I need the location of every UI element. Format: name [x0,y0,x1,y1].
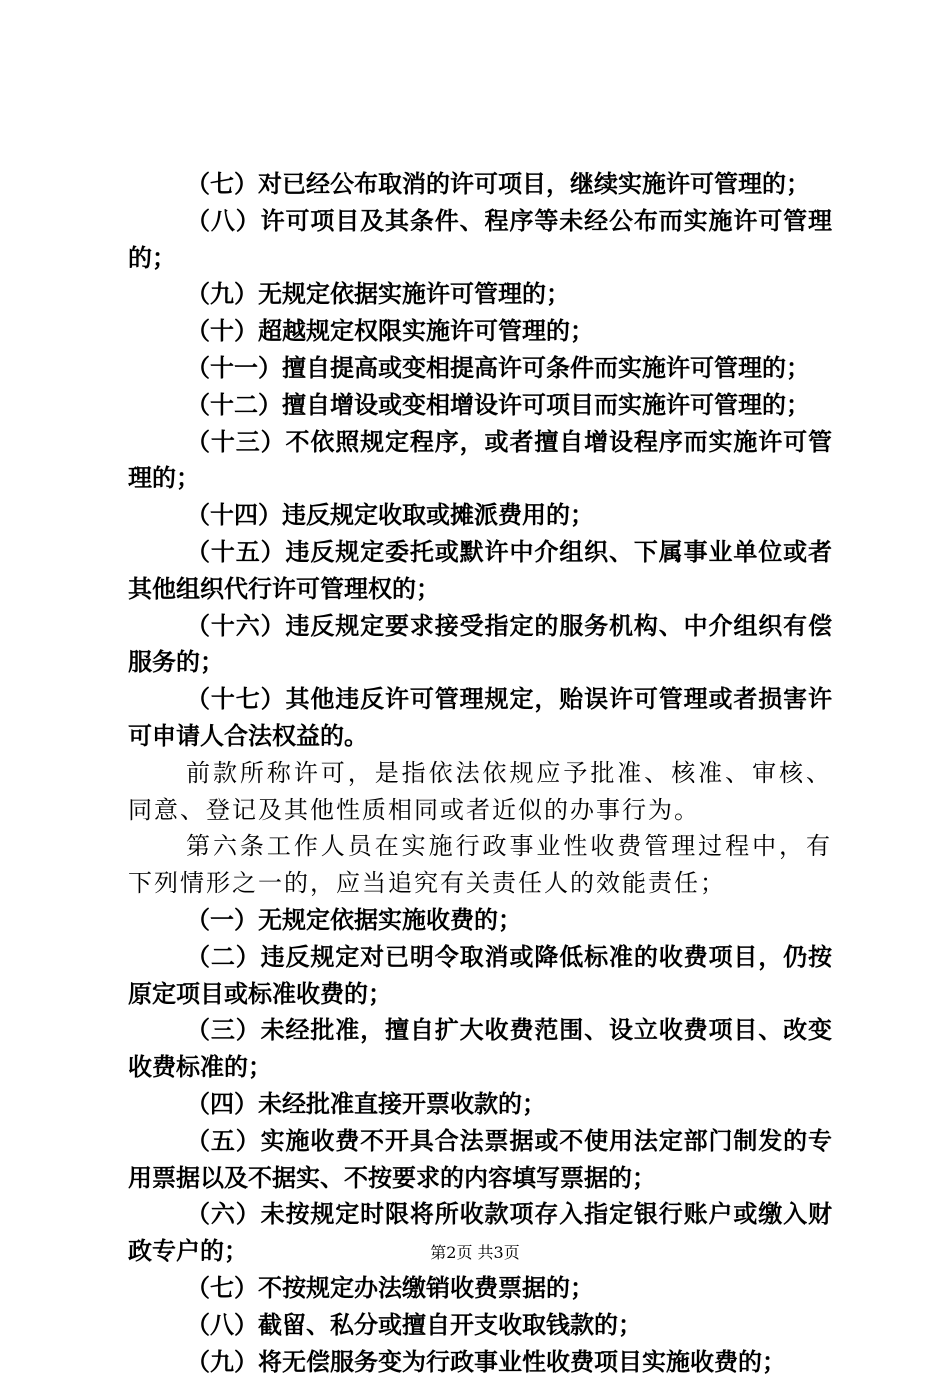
page-number-label: 第2页 共3页 [430,1243,519,1262]
clause-paragraph: （十七）其他违反许可管理规定，贻误许可管理或者损害许可申请人合法权益的。 [128,681,832,755]
clause-paragraph: （十三）不依照规定程序，或者擅自增设程序而实施许可管理的； [128,424,832,498]
clause-paragraph: （十五）违反规定委托或默许中介组织、下属事业单位或者其他组织代行许可管理权的； [128,534,832,608]
clause-paragraph: （二）违反规定对已明令取消或降低标准的收费项目，仍按原定项目或标准收费的； [128,939,832,1013]
page-footer [0,1243,950,1263]
clause-paragraph: （十二）擅自增设或变相增设许可项目而实施许可管理的； [128,387,832,424]
clause-paragraph: （八）许可项目及其条件、程序等未经公布而实施许可管理的； [128,203,832,277]
definition-paragraph: 前款所称许可，是指依法依规应予批准、核准、审核、同意、登记及其他性质相同或者近似的办事行为。 [128,755,832,829]
clause-paragraph: （八）截留、私分或擅自开支收取钱款的； [128,1307,832,1344]
clause-paragraph: （九）将无偿服务变为行政事业性收费项目实施收费的； [128,1344,832,1380]
clause-paragraph: （七）对已经公布取消的许可项目，继续实施许可管理的； [128,166,832,203]
clause-paragraph: （十六）违反规定要求接受指定的服务机构、中介组织有偿服务的； [128,608,832,682]
clause-paragraph: （九）无规定依据实施许可管理的； [128,276,832,313]
article-paragraph: 第六条工作人员在实施行政事业性收费管理过程中，有下列情形之一的，应当追究有关责任人的效能责任； [128,828,832,902]
clause-paragraph: （七）不按规定办法缴销收费票据的； [128,1270,832,1307]
clause-paragraph: （五）实施收费不开具合法票据或不使用法定部门制发的专用票据以及不据实、不按要求的内容填写票据的； [128,1123,832,1197]
document-body [128,166,832,1380]
clause-paragraph: （十）超越规定权限实施许可管理的； [128,313,832,350]
clause-paragraph: （六）未按规定时限将所收款项存入指定银行账户或缴入财政专户的； [128,1196,832,1270]
clause-paragraph: （一）无规定依据实施收费的； [128,902,832,939]
clause-paragraph: （三）未经批准，擅自扩大收费范围、设立收费项目、改变收费标准的； [128,1012,832,1086]
clause-paragraph: （十一）擅自提高或变相提高许可条件而实施许可管理的； [128,350,832,387]
clause-paragraph: （四）未经批准直接开票收款的； [128,1086,832,1123]
clause-paragraph: （十四）违反规定收取或摊派费用的； [128,497,832,534]
